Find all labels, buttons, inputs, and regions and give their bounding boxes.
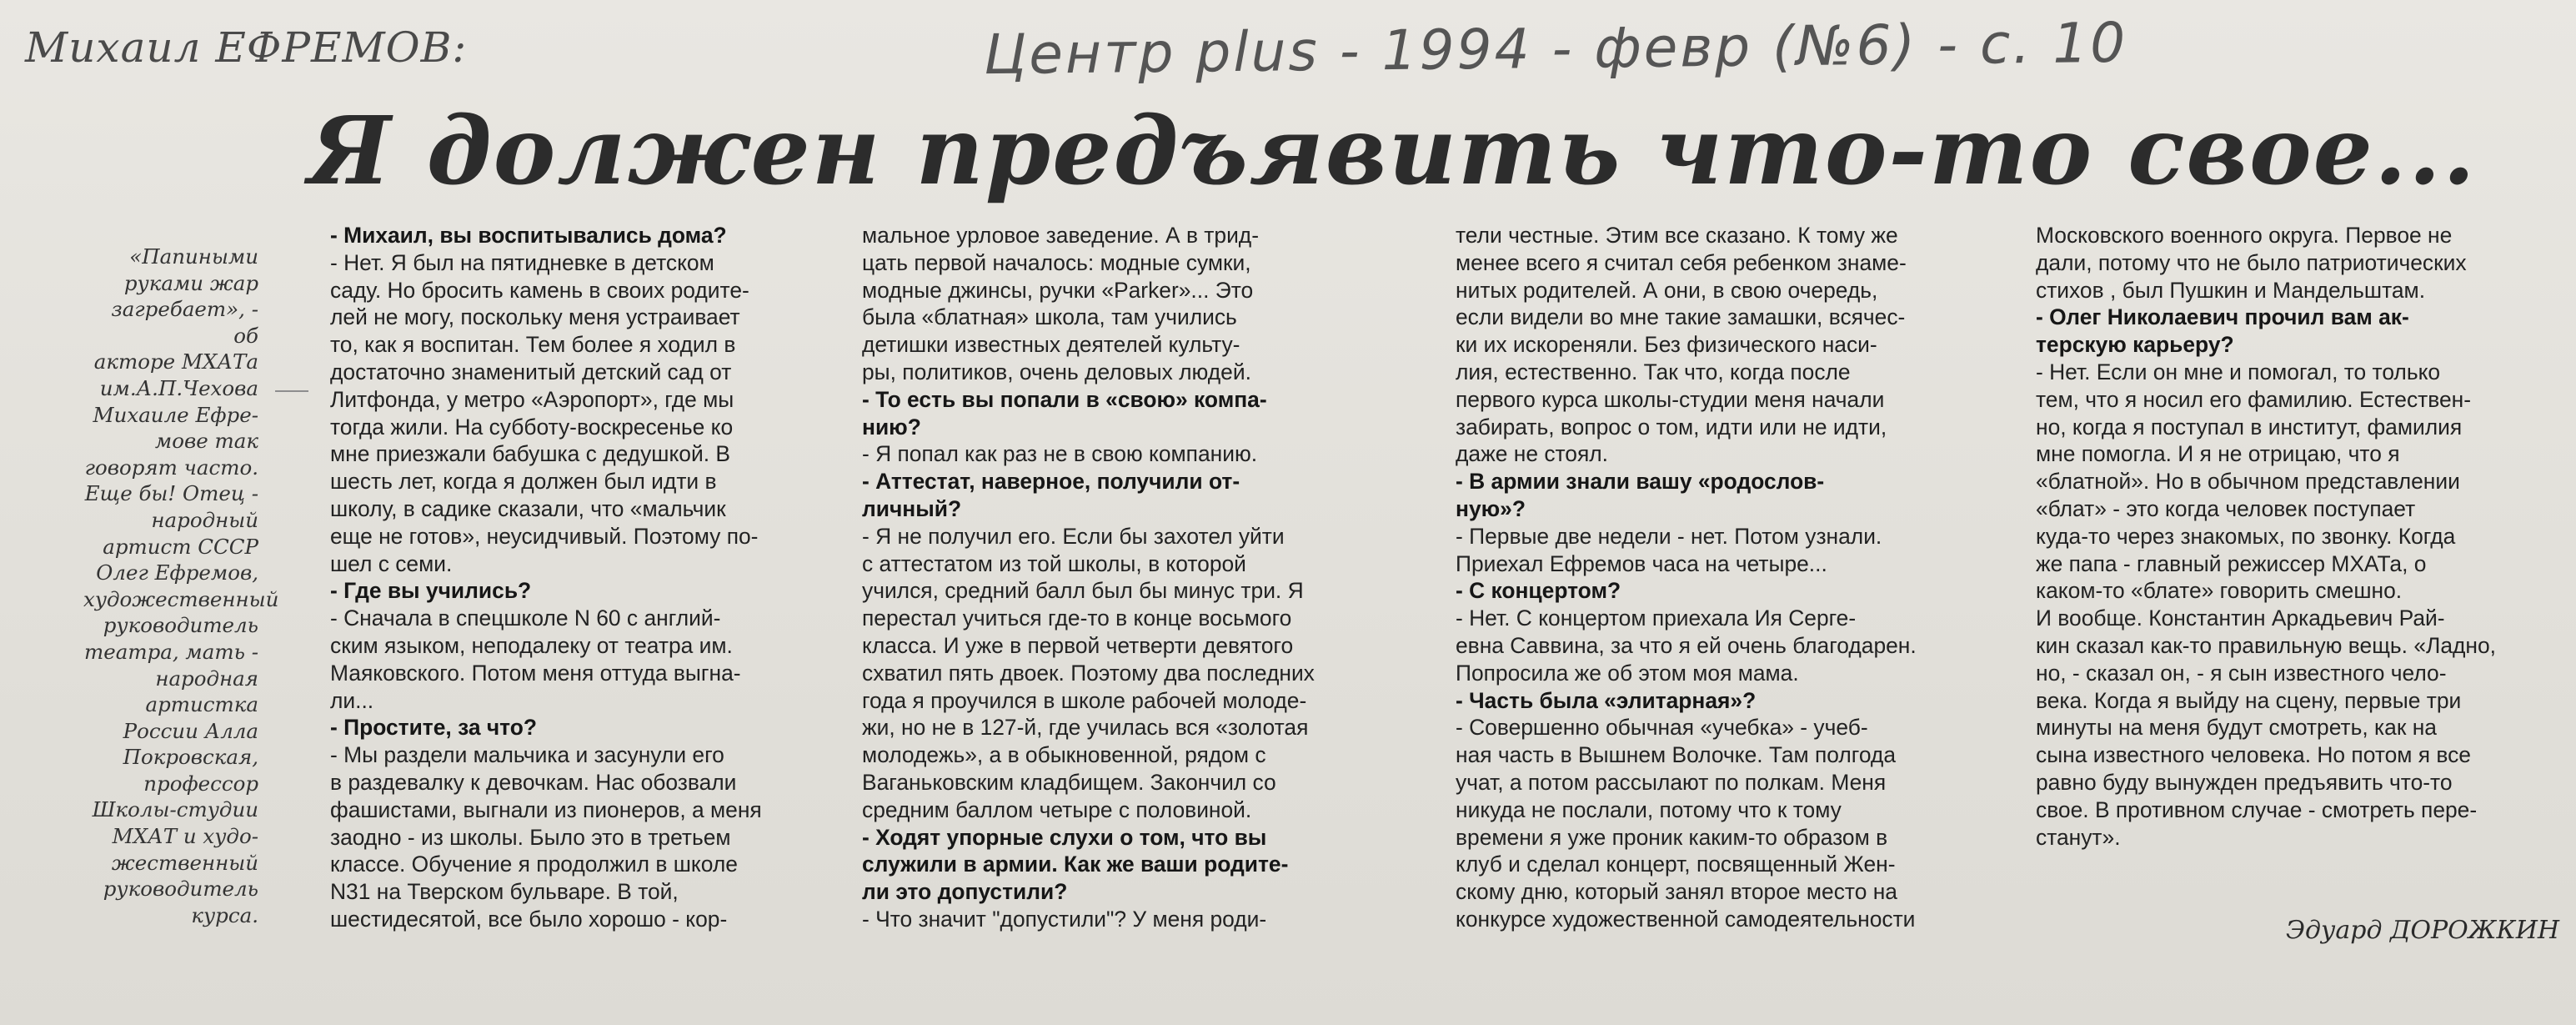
article-text-line: менее всего я считал себя ребенком знаме- <box>1456 249 1907 275</box>
article-text-line: мне помогла. И я не отрицаю, что я <box>2036 441 2400 467</box>
article-text-line: еще не готов», неусидчивый. Поэтому по- <box>330 523 759 549</box>
article-column-4 <box>2036 222 2558 851</box>
article-text-line: кин сказал как-то правильную вещь. «Ладно, <box>2036 632 2496 658</box>
interview-question-line: ли это допустили? <box>862 879 1068 905</box>
article-text-line: но, когда я поступал в институт, фамилия <box>2036 414 2463 440</box>
article-text-line: средним баллом четыре с половиной. <box>862 796 1252 822</box>
article-text-line: мальное урловое заведение. А в трид- <box>862 223 1259 248</box>
article-text-line: ским языком, неподалеку от театра им. <box>330 632 733 658</box>
handwritten-source-note: Центр plus - 1994 - февр (№6) - с. 10 <box>983 10 2128 88</box>
article-text-line: фашистами, выгнали из пионеров, а меня <box>330 796 762 822</box>
interview-question-line: - Аттестат, наверное, получили от- <box>862 469 1240 495</box>
article-text-line: равно буду вынужден предъявить что-то <box>2036 769 2453 795</box>
article-text-line: времени я уже проник каким-то образом в <box>1456 824 1888 850</box>
article-text-line: века. Когда я выйду на сцену, первые три <box>2036 687 2462 713</box>
article-text-line: шестидесятой, все было хорошо - кор- <box>330 906 728 932</box>
article-text-line: года я проучился в школе рабочей молоде- <box>862 687 1307 713</box>
article-text-line: - Мы раздели мальчика и засунули его <box>330 742 724 768</box>
interview-question-line: - Олег Николаевич прочил вам ак- <box>2036 304 2409 330</box>
article-text-line: стихов , был Пушкин и Мандельштам. <box>2036 277 2426 303</box>
article-text-line: дали, потому что не было патриотических <box>2036 249 2467 275</box>
article-text-line: мне приезжали бабушка с дедушкой. В <box>330 441 730 467</box>
article-text-line: лей не могу, поскольку меня устраивает <box>330 304 740 330</box>
article-text-line: клуб и сделал концерт, посвященный Жен- <box>1456 852 1896 877</box>
interview-question-line: - С концертом? <box>1456 578 1621 604</box>
article-text-line: в раздевалку к девочкам. Нас обозвали <box>330 769 737 795</box>
article-text-line: станут». <box>2036 824 2121 850</box>
article-text-line: тели честные. Этим все сказано. К тому же <box>1456 223 1898 248</box>
interview-question-line: - Часть была «элитарная»? <box>1456 687 1757 713</box>
article-text-line: тогда жили. На субботу-воскресенье ко <box>330 414 734 440</box>
author-signature: Эдуард ДОРОЖКИН <box>2286 916 2560 945</box>
interview-question-line: - Где вы учились? <box>330 578 532 604</box>
article-text-line: учился, средний балл был бы минус три. Я <box>862 578 1304 604</box>
article-text-line: ли... <box>330 687 374 713</box>
article-text-line: достаточно знаменитый детский сад от <box>330 359 732 384</box>
article-text-line: - Сначала в спецшколе N 60 с англий- <box>330 605 721 631</box>
article-text-line: цать первой началось: модные сумки, <box>862 249 1251 275</box>
article-text-line: «блат» - это когда человек поступает <box>2036 495 2416 521</box>
article-text-line: саду. Но бросить камень в своих родите- <box>330 277 749 303</box>
article-column-3 <box>1456 222 2006 933</box>
article-column-2 <box>862 222 1412 933</box>
article-text-line: даже не стоял. <box>1456 441 1609 467</box>
article-text-line: минуты на меня будут смотреть, как на <box>2036 715 2437 741</box>
interview-question-line: - То есть вы попали в «свою» компа- <box>862 386 1267 412</box>
article-text-line: лия, естественно. Так что, когда после <box>1456 359 1851 384</box>
article-text-line: класса. И уже в первой четверти девятого <box>862 632 1294 658</box>
article-text-line: заодно - из школы. Было это в третьем <box>330 824 731 850</box>
interview-question-line: нию? <box>862 414 921 440</box>
article-text-line: «блатной». Но в обычном представлении <box>2036 469 2460 495</box>
sidebar-quote: «Папиными руками жар загребает», - об акторе МХАТа им.А.П.Чехова Михаиле Ефре- мове так говорят часто. Еще бы! Отец - народный артист СССР Олег Ефремов, художественный руководитель театра, мать - народная артистка России Алла Покровская, профессор Школы-студии МХАТ и худо- жественный руководитель курса. <box>83 244 279 927</box>
article-text-line: Литфонда, у метро «Аэропорт», где мы <box>330 386 734 412</box>
interview-question-line: - В армии знали вашу «родослов- <box>1456 469 1825 495</box>
divider-line <box>275 390 308 392</box>
article-text-line: забирать, вопрос о том, идти или не идти, <box>1456 414 1887 440</box>
article-text-line: свое. В противном случае - смотреть пере- <box>2036 796 2478 822</box>
article-text-line: детишки известных деятелей культу- <box>862 332 1240 358</box>
article-text-line: Приехал Ефремов часа на четыре... <box>1456 550 1827 576</box>
article-text-line: - Что значит "допустили"? У меня роди- <box>862 906 1267 932</box>
interview-question-line: терскую карьеру? <box>2036 332 2234 358</box>
article-text-line: ная часть в Вышнем Волочке. Там полгода <box>1456 742 1897 768</box>
article-text-line: Маяковского. Потом меня оттуда выгна- <box>330 660 741 686</box>
article-text-line: сына известного человека. Но потом я все <box>2036 742 2471 768</box>
article-text-line: Попросила же об этом моя мама. <box>1456 660 1799 686</box>
article-text-line: классе. Обучение я продолжил в школе <box>330 852 738 877</box>
article-text-line: Ваганьковским кладбищем. Закончил со <box>862 769 1276 795</box>
article-text-line: - Нет. С концертом приехала Ия Серге- <box>1456 605 1857 631</box>
article-text-line: скому дню, который занял второе место на <box>1456 879 1897 905</box>
article-text-line: - Нет. Если он мне и помогал, то только <box>2036 359 2441 384</box>
article-text-line: куда-то через знакомых, по звонку. Когда <box>2036 523 2456 549</box>
article-text-line: если видели во мне такие замашки, всячес- <box>1456 304 1906 330</box>
interview-question-line: ную»? <box>1456 495 1526 521</box>
article-text-line: никуда не послали, потому что к тому <box>1456 796 1842 822</box>
article-text-line: N31 на Тверском бульваре. В той, <box>330 879 679 905</box>
article-text-line: ры, политиков, очень деловых людей. <box>862 359 1251 384</box>
article-text-line: но, - сказал он, - я сын известного чело- <box>2036 660 2447 686</box>
article-text-line: была «блатная» школа, там учились <box>862 304 1237 330</box>
byline: Михаил ЕФРЕМОВ: <box>25 23 468 72</box>
article-text-line: схватил пять двоек. Поэтому два последних <box>862 660 1315 686</box>
article-text-line: учат, а потом рассылают по полкам. Меня <box>1456 769 1887 795</box>
article-text-line: И вообще. Константин Аркадьевич Рай- <box>2036 605 2445 631</box>
article-text-line: тем, что я носил его фамилию. Естествен- <box>2036 386 2471 412</box>
interview-question-line: - Ходят упорные слухи о том, что вы <box>862 824 1267 850</box>
article-text-line: шел с семи. <box>330 550 453 576</box>
article-text-line: евна Саввина, за что я ей очень благодарен. <box>1456 632 1917 658</box>
article-text-line: перестал учиться где-то в конце восьмого <box>862 605 1292 631</box>
article-text-line: жи, но не в 127-й, где училась вся «золотая <box>862 715 1309 741</box>
interview-question-line: служили в армии. Как же ваши родите- <box>862 852 1289 877</box>
interview-question-line: личный? <box>862 495 962 521</box>
article-text-line: то, как я воспитан. Тем более я ходил в <box>330 332 736 358</box>
article-text-line: - Совершенно обычная «учебка» - учеб- <box>1456 715 1868 741</box>
article-text-line: ки их искореняли. Без физического наси- <box>1456 332 1877 358</box>
interview-question-line: - Простите, за что? <box>330 715 537 741</box>
article-text-line: каком-то «блате» говорить смешно. <box>2036 578 2403 604</box>
article-text-line: с аттестатом из той школы, в которой <box>862 550 1246 576</box>
article-text-line: модные джинсы, ручки «Parker»... Это <box>862 277 1254 303</box>
article-text-line: - Первые две недели - нет. Потом узнали. <box>1456 523 1882 549</box>
article-text-line: же папа - главный режиссер МХАТа, о <box>2036 550 2427 576</box>
article-text-line: - Нет. Я был на пятидневке в детском <box>330 249 714 275</box>
article-text-line: первого курса школы-студии меня начали <box>1456 386 1885 412</box>
article-text-line: конкурсе художественной самодеятельности <box>1456 906 1916 932</box>
article-text-line: шесть лет, когда я должен был идти в <box>330 469 717 495</box>
article-text-line: Московского военного округа. Первое не <box>2036 223 2453 248</box>
article-text-line: школу, в садике сказали, что «мальчик <box>330 495 726 521</box>
headline: Я должен предъявить что-то свое... <box>308 97 2477 206</box>
article-text-line: - Я не получил его. Если бы захотел уйти <box>862 523 1285 549</box>
article-text-line: - Я попал как раз не в свою компанию. <box>862 441 1258 467</box>
article-column-1 <box>330 222 820 933</box>
interview-question-line: - Михаил, вы воспитывались дома? <box>330 223 727 248</box>
article-text-line: молодежь», а в обыкновенной, рядом с <box>862 742 1266 768</box>
article-text-line: нитых родителей. А они, в свою очередь, <box>1456 277 1878 303</box>
